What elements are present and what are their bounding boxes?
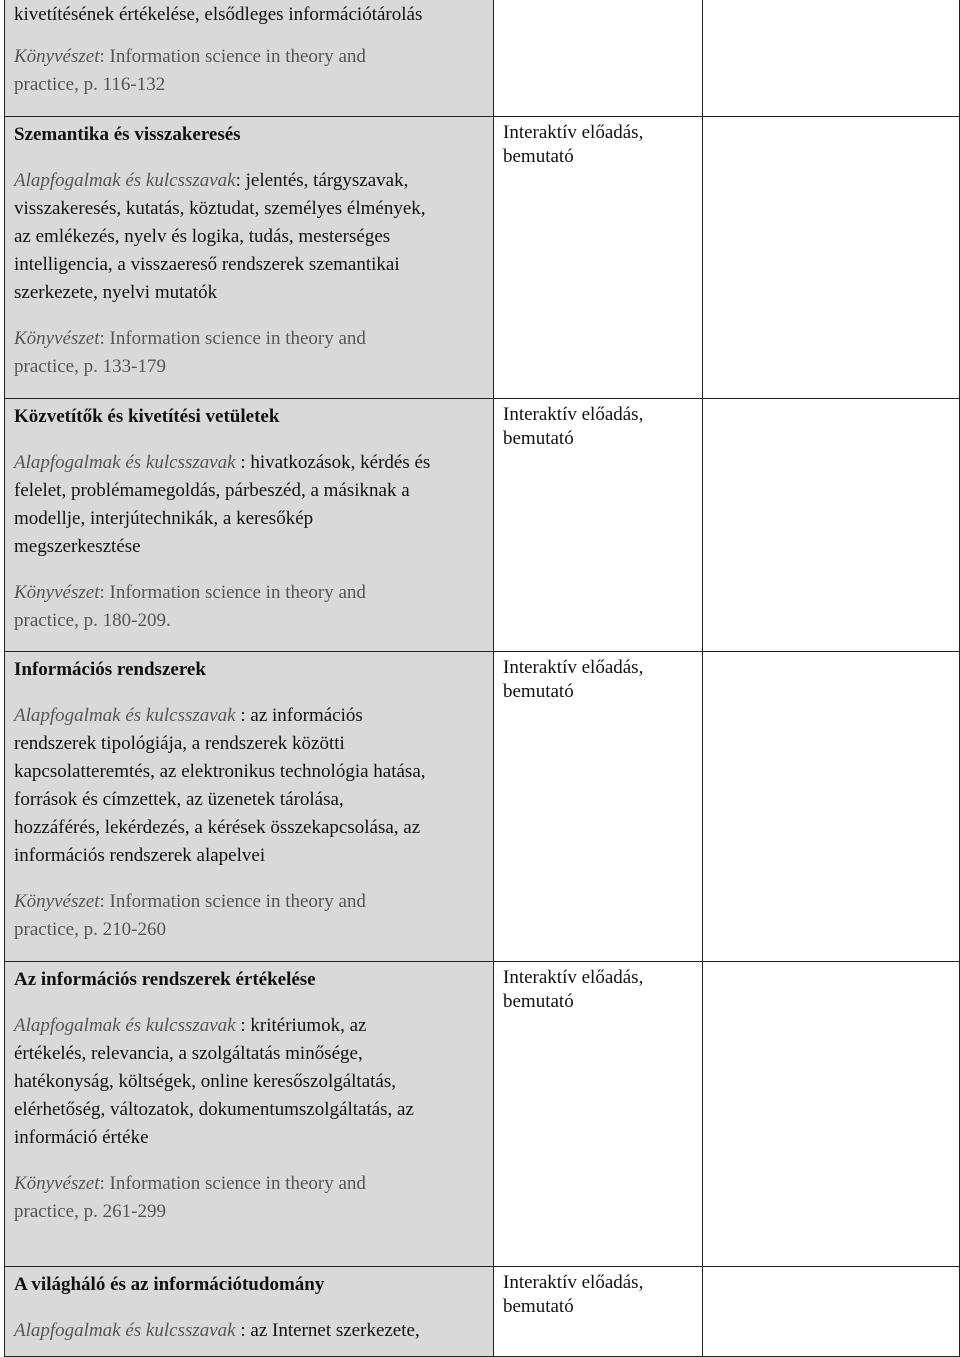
table-row <box>5 652 960 962</box>
extra-cell <box>703 0 960 117</box>
method-text: Interaktív előadás, <box>503 122 644 143</box>
method-text: Interaktív előadás, <box>503 1272 644 1293</box>
bibliography-line: Könyvészet: Information science in theory and <box>14 46 366 67</box>
concepts-line: Alapfogalmak és kulcsszavak : hivatkozások, kérdés és <box>14 452 431 473</box>
bibliography-pages: practice, p. 261-299 <box>14 1201 166 1222</box>
concepts-text: szerkezete, nyelvi mutatók <box>14 282 218 303</box>
extra-cell <box>703 399 960 652</box>
method-cell <box>494 962 703 1267</box>
topic-title: Információs rendszerek <box>14 659 206 680</box>
method-text: Interaktív előadás, <box>503 657 644 678</box>
bibliography-line: Könyvészet: Information science in theory and <box>14 1173 366 1194</box>
concepts-text: rendszerek tipológiája, a rendszerek közötti <box>14 733 345 754</box>
concepts-line: Alapfogalmak és kulcsszavak : az Internet szerkezete, <box>14 1320 420 1341</box>
concepts-text: az emlékezés, nyelv és logika, tudás, mesterséges <box>14 226 391 247</box>
concepts-text: értékelés, relevancia, a szolgáltatás minősége, <box>14 1043 363 1064</box>
method-cell <box>494 117 703 399</box>
topic-cell <box>5 0 494 117</box>
concepts-line: Alapfogalmak és kulcsszavak : kritériumok, az <box>14 1015 367 1036</box>
bibliography-line: Könyvészet: Information science in theory and <box>14 328 366 349</box>
concepts-text: modellje, interjútechnikák, a keresőkép <box>14 508 314 529</box>
table-row <box>5 399 960 652</box>
topic-title: Az információs rendszerek értékelése <box>14 969 316 990</box>
bibliography-pages: practice, p. 180-209. <box>14 610 171 631</box>
method-text: bemutató <box>503 1296 574 1317</box>
table-row <box>5 1267 960 1357</box>
concepts-line: Alapfogalmak és kulcsszavak : az információs <box>14 705 363 726</box>
continued-text: kivetítésének értékelése, elsődleges információtárolás <box>14 4 423 25</box>
bibliography-line: Könyvészet: Information science in theory and <box>14 891 366 912</box>
bibliography-pages: practice, p. 210-260 <box>14 919 166 940</box>
method-text: bemutató <box>503 428 574 449</box>
method-text: bemutató <box>503 146 574 167</box>
method-cell <box>494 0 703 117</box>
topic-title: A világháló és az információtudomány <box>14 1274 325 1295</box>
concepts-text: kapcsolatteremtés, az elektronikus technológia hatása, <box>14 761 426 782</box>
method-cell <box>494 399 703 652</box>
extra-cell <box>703 962 960 1267</box>
method-text: bemutató <box>503 991 574 1012</box>
topic-cell <box>5 1267 494 1357</box>
extra-cell <box>703 117 960 399</box>
extra-cell <box>703 1267 960 1357</box>
concepts-line: Alapfogalmak és kulcsszavak: jelentés, tárgyszavak, <box>14 170 409 191</box>
method-text: bemutató <box>503 681 574 702</box>
topic-cell <box>5 962 494 1267</box>
method-text: Interaktív előadás, <box>503 967 644 988</box>
syllabus-table <box>4 0 960 1357</box>
table-row <box>5 117 960 399</box>
concepts-text: felelet, problémamegoldás, párbeszéd, a másiknak a <box>14 480 410 501</box>
concepts-text: információs rendszerek alapelvei <box>14 845 266 866</box>
concepts-text: megszerkesztése <box>14 536 141 557</box>
concepts-text: hozzáférés, lekérdezés, a kérések összekapcsolása, az <box>14 817 421 838</box>
concepts-text: információ értéke <box>14 1127 149 1148</box>
bibliography-pages: practice, p. 116-132 <box>14 74 166 95</box>
extra-cell <box>703 652 960 962</box>
topic-title: Szemantika és visszakeresés <box>14 124 241 145</box>
concepts-text: visszakeresés, kutatás, köztudat, személyes élmények, <box>14 198 426 219</box>
topic-cell <box>5 117 494 399</box>
topic-cell <box>5 652 494 962</box>
concepts-text: elérhetőség, változatok, dokumentumszolgáltatás, az <box>14 1099 414 1120</box>
concepts-text: intelligencia, a visszaereső rendszerek szemantikai <box>14 254 400 275</box>
method-text: Interaktív előadás, <box>503 404 644 425</box>
topic-title: Közvetítők és kivetítési vetületek <box>14 406 280 427</box>
method-cell <box>494 1267 703 1357</box>
bibliography-line: Könyvészet: Information science in theory and <box>14 582 366 603</box>
topic-cell <box>5 399 494 652</box>
bibliography-pages: practice, p. 133-179 <box>14 356 166 377</box>
concepts-text: források és címzettek, az üzenetek tárolása, <box>14 789 344 810</box>
concepts-text: hatékonyság, költségek, online keresőszolgáltatás, <box>14 1071 397 1092</box>
table-row <box>5 962 960 1267</box>
table-row <box>5 0 960 117</box>
method-cell <box>494 652 703 962</box>
